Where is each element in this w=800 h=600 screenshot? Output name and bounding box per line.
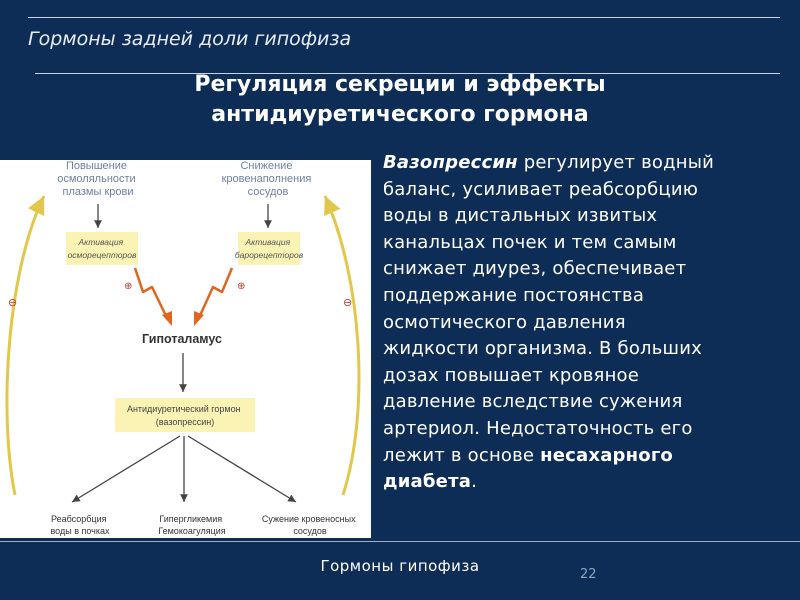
- osmoreceptor-signal-arrow: [135, 268, 168, 320]
- top-left-label: [57, 160, 139, 198]
- body-line-1: [383, 150, 793, 177]
- body-line-11: артериол. Недостаточность его: [383, 417, 693, 439]
- diagram-svg: [0, 160, 371, 538]
- top-right-line-1: Снижение: [240, 160, 293, 172]
- feedback-arc-right: [325, 196, 359, 495]
- body-line-9: дозах повышает кровяное: [383, 364, 640, 386]
- outcome-hyperglycemia: [158, 514, 225, 536]
- body-line-13: [383, 469, 793, 496]
- body-line-13-text: .: [471, 471, 477, 493]
- vasopressin-description: [383, 150, 793, 496]
- slide-subtitle: Гормоны задней доли гипофиза: [28, 28, 352, 50]
- body-line-4: канальцах почек и тем самым: [383, 231, 677, 253]
- body-line-5: снижает диурез, обеспечивает: [383, 258, 687, 280]
- diabetes-term-1: несахарного: [540, 444, 674, 466]
- baroreceptor-signal-arrow: [198, 268, 232, 320]
- outcome-reabsorption: [50, 514, 110, 536]
- top-right-line-2: кровенаполнения: [221, 173, 312, 185]
- outcome-left-line-2: воды в почках: [50, 526, 110, 536]
- arrow-to-vasoconstriction: [188, 436, 296, 502]
- top-right-label: [222, 160, 315, 198]
- plus-sign-left: ⊕: [124, 281, 133, 292]
- minus-sign-left: ⊖: [8, 297, 18, 309]
- body-line-1-text: регулирует водный: [517, 152, 715, 173]
- baroreceptor-line-2: барорецепторов: [234, 250, 304, 260]
- body-line-12-text: лежит в основе: [383, 444, 541, 466]
- osmoreceptor-line-1: Активация: [78, 237, 124, 247]
- top-divider: [28, 17, 780, 18]
- outcome-center-line-1: Гипергликемия: [159, 514, 223, 524]
- title-line-2: антидиуретического гормона: [211, 102, 589, 127]
- outcome-right-line-2: сосудов: [293, 526, 327, 536]
- hypothalamus-label: Гипоталамус: [142, 332, 222, 346]
- minus-sign-right: ⊖: [343, 297, 353, 309]
- baroreceptor-line-1: Активация: [245, 237, 291, 247]
- body-line-7: осмотического давления: [383, 311, 626, 333]
- adh-line-1: Антидиуретический гормон: [126, 404, 241, 414]
- vasopressin-term: Вазопрессин: [383, 152, 518, 173]
- body-line-2: баланс, усиливает реабсорбцию: [383, 178, 699, 200]
- diabetes-term-2: диабета: [383, 471, 472, 493]
- top-left-line-1: Повышение: [65, 160, 127, 172]
- top-left-line-2: осмоляльности: [57, 173, 136, 185]
- top-left-line-3: плазмы крови: [62, 186, 134, 198]
- body-line-6: поддержание постоянства: [383, 284, 645, 306]
- plus-sign-right: ⊕: [237, 281, 246, 292]
- adh-line-2: (вазопрессин): [155, 417, 215, 427]
- outcome-vasoconstriction: [262, 514, 358, 536]
- outcome-right-line-1: Сужение кровеносных: [261, 514, 356, 524]
- slide-title: [120, 70, 680, 130]
- feedback-arc-left: [7, 196, 44, 495]
- page-number: 22: [580, 567, 597, 582]
- arrow-to-reabsorption: [72, 436, 180, 502]
- osmoreceptor-line-2: осморецепторов: [67, 250, 137, 260]
- footer-divider: [0, 541, 800, 542]
- body-line-10: давление вследствие сужения: [383, 391, 683, 413]
- body-line-3: воды в дистальных извитых: [383, 205, 658, 227]
- footer-label: Гормоны гипофиза: [320, 557, 480, 575]
- outcome-left-line-1: Реабсорбция: [50, 514, 107, 524]
- title-line-1: Регуляция секреции и эффекты: [194, 72, 606, 97]
- baroreceptor-signal-arrowhead: [194, 311, 204, 326]
- body-line-8: жидкости организма. В больших: [383, 338, 702, 360]
- outcome-center-line-2: Гемокоагуляция: [158, 526, 226, 536]
- top-right-line-3: сосудов: [247, 186, 289, 198]
- adh-regulation-diagram: [0, 160, 371, 538]
- body-line-12: [383, 443, 793, 470]
